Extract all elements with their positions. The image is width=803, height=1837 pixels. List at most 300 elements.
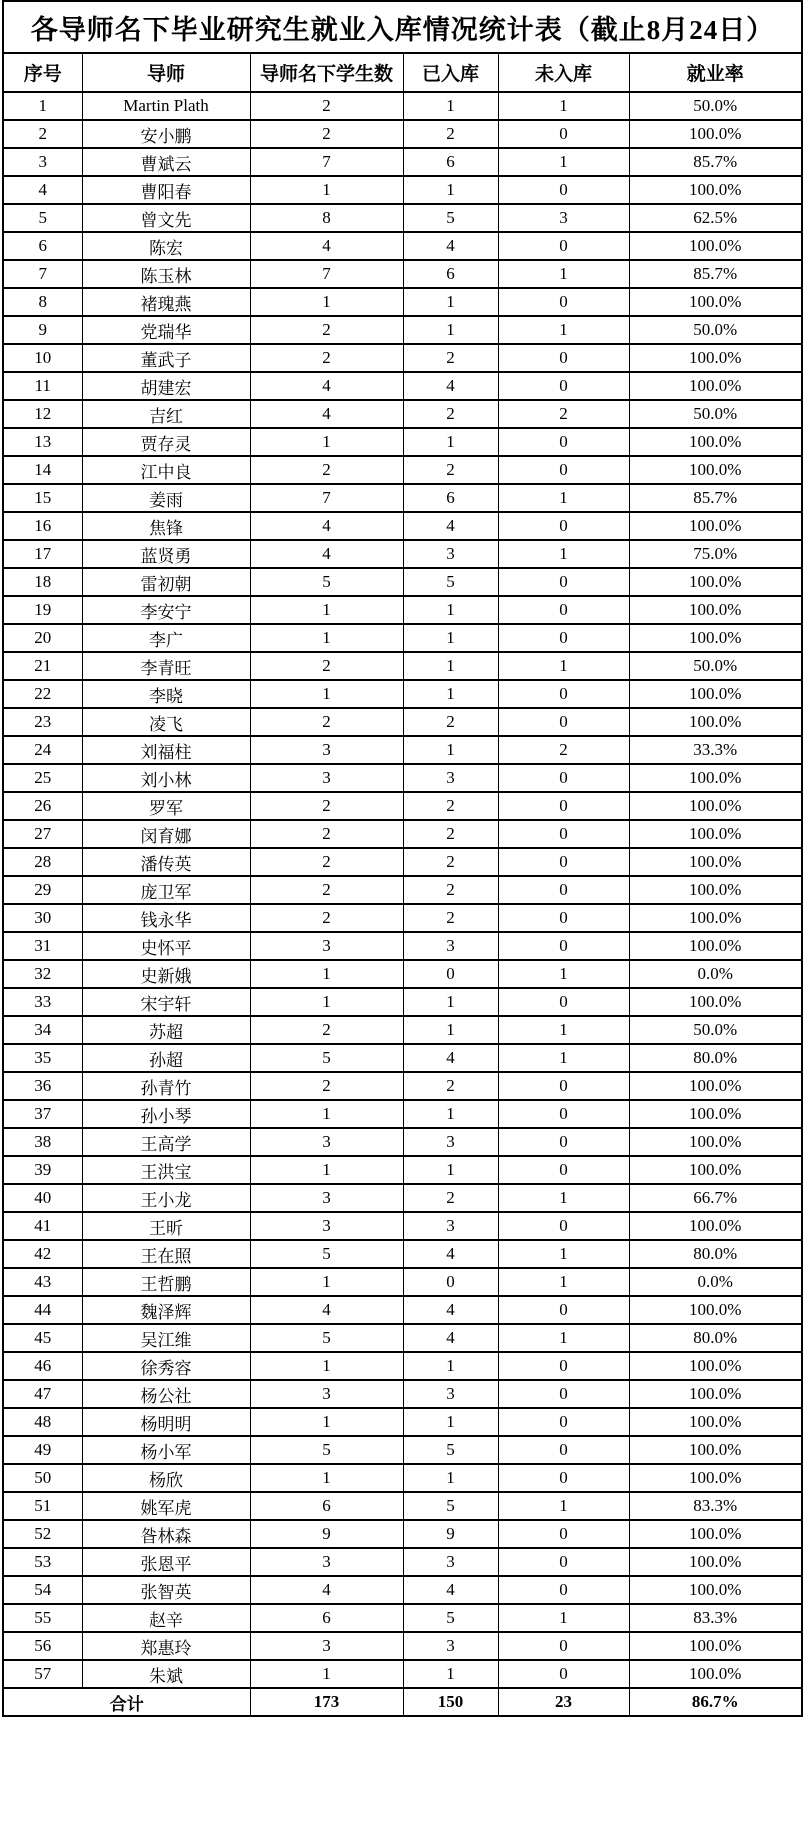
- cell-employment-rate: 100.0%: [629, 1212, 802, 1240]
- table-row: [3, 1296, 802, 1324]
- cell-index: 45: [3, 1324, 82, 1352]
- cell-not-in-database: 0: [498, 176, 629, 204]
- cell-student-count: 2: [250, 92, 403, 120]
- cell-employment-rate: 100.0%: [629, 568, 802, 596]
- cell-student-count: 1: [250, 428, 403, 456]
- cell-not-in-database: 0: [498, 1156, 629, 1184]
- table-row: [3, 400, 802, 428]
- cell-advisor: 吉红: [82, 400, 250, 428]
- table-row: [3, 1548, 802, 1576]
- cell-employment-rate: 100.0%: [629, 596, 802, 624]
- cell-employment-rate: 50.0%: [629, 92, 802, 120]
- col-header-in-database: 已入库: [403, 53, 498, 92]
- cell-index: 46: [3, 1352, 82, 1380]
- title-row: [3, 1, 802, 53]
- cell-student-count: 3: [250, 1632, 403, 1660]
- cell-index: 19: [3, 596, 82, 624]
- cell-student-count: 6: [250, 1604, 403, 1632]
- cell-employment-rate: 83.3%: [629, 1492, 802, 1520]
- cell-student-count: 1: [250, 1408, 403, 1436]
- cell-not-in-database: 0: [498, 456, 629, 484]
- cell-advisor: 雷初朝: [82, 568, 250, 596]
- cell-not-in-database: 0: [498, 988, 629, 1016]
- cell-index: 14: [3, 456, 82, 484]
- cell-in-database: 5: [403, 204, 498, 232]
- cell-index: 28: [3, 848, 82, 876]
- cell-in-database: 4: [403, 1240, 498, 1268]
- table-row: [3, 960, 802, 988]
- cell-advisor: 杨欣: [82, 1464, 250, 1492]
- cell-employment-rate: 100.0%: [629, 1436, 802, 1464]
- cell-in-database: 4: [403, 1044, 498, 1072]
- cell-employment-rate: 100.0%: [629, 232, 802, 260]
- cell-student-count: 5: [250, 1436, 403, 1464]
- cell-advisor: 张恩平: [82, 1548, 250, 1576]
- cell-student-count: 1: [250, 176, 403, 204]
- cell-student-count: 2: [250, 456, 403, 484]
- cell-in-database: 2: [403, 456, 498, 484]
- cell-employment-rate: 80.0%: [629, 1044, 802, 1072]
- cell-index: 54: [3, 1576, 82, 1604]
- cell-employment-rate: 100.0%: [629, 708, 802, 736]
- cell-index: 55: [3, 1604, 82, 1632]
- cell-in-database: 3: [403, 540, 498, 568]
- cell-employment-rate: 100.0%: [629, 932, 802, 960]
- cell-in-database: 2: [403, 876, 498, 904]
- cell-index: 21: [3, 652, 82, 680]
- table-row: [3, 1464, 802, 1492]
- cell-not-in-database: 1: [498, 1044, 629, 1072]
- cell-not-in-database: 1: [498, 1604, 629, 1632]
- cell-in-database: 1: [403, 92, 498, 120]
- cell-student-count: 1: [250, 1268, 403, 1296]
- cell-index: 24: [3, 736, 82, 764]
- table-row: [3, 1072, 802, 1100]
- table-row: [3, 736, 802, 764]
- table-row: [3, 820, 802, 848]
- cell-advisor: 杨小军: [82, 1436, 250, 1464]
- cell-not-in-database: 0: [498, 596, 629, 624]
- cell-employment-rate: 100.0%: [629, 1156, 802, 1184]
- cell-student-count: 1: [250, 988, 403, 1016]
- cell-index: 53: [3, 1548, 82, 1576]
- cell-employment-rate: 100.0%: [629, 1352, 802, 1380]
- page-title: 各导师名下毕业研究生就业入库情况统计表（截止8月24日）: [3, 1, 802, 53]
- cell-not-in-database: 0: [498, 1100, 629, 1128]
- cell-student-count: 2: [250, 120, 403, 148]
- cell-advisor: 褚瑰燕: [82, 288, 250, 316]
- cell-student-count: 3: [250, 1128, 403, 1156]
- cell-employment-rate: 85.7%: [629, 484, 802, 512]
- cell-index: 3: [3, 148, 82, 176]
- cell-in-database: 5: [403, 1604, 498, 1632]
- cell-not-in-database: 1: [498, 960, 629, 988]
- cell-employment-rate: 80.0%: [629, 1324, 802, 1352]
- cell-employment-rate: 0.0%: [629, 1268, 802, 1296]
- cell-advisor: 王在照: [82, 1240, 250, 1268]
- cell-not-in-database: 0: [498, 1408, 629, 1436]
- cell-employment-rate: 100.0%: [629, 1520, 802, 1548]
- cell-employment-rate: 100.0%: [629, 372, 802, 400]
- cell-advisor: 贾存灵: [82, 428, 250, 456]
- cell-in-database: 5: [403, 1492, 498, 1520]
- table-row: [3, 344, 802, 372]
- table-row: [3, 512, 802, 540]
- cell-student-count: 1: [250, 1464, 403, 1492]
- cell-student-count: 4: [250, 232, 403, 260]
- cell-in-database: 4: [403, 232, 498, 260]
- cell-student-count: 2: [250, 344, 403, 372]
- cell-employment-rate: 100.0%: [629, 876, 802, 904]
- cell-employment-rate: 100.0%: [629, 1576, 802, 1604]
- table-row: [3, 1156, 802, 1184]
- cell-not-in-database: 0: [498, 764, 629, 792]
- table-row: [3, 848, 802, 876]
- cell-student-count: 5: [250, 1044, 403, 1072]
- cell-student-count: 1: [250, 1660, 403, 1688]
- cell-not-in-database: 0: [498, 1632, 629, 1660]
- cell-student-count: 6: [250, 1492, 403, 1520]
- cell-employment-rate: 50.0%: [629, 316, 802, 344]
- table-row: [3, 708, 802, 736]
- cell-employment-rate: 0.0%: [629, 960, 802, 988]
- cell-advisor: 郑惠玲: [82, 1632, 250, 1660]
- cell-not-in-database: 1: [498, 148, 629, 176]
- cell-student-count: 5: [250, 1324, 403, 1352]
- table-row: [3, 260, 802, 288]
- cell-student-count: 4: [250, 1576, 403, 1604]
- table-row: [3, 1016, 802, 1044]
- cell-in-database: 2: [403, 400, 498, 428]
- table-row: [3, 316, 802, 344]
- cell-student-count: 3: [250, 764, 403, 792]
- cell-not-in-database: 0: [498, 932, 629, 960]
- cell-advisor: 史新娥: [82, 960, 250, 988]
- cell-in-database: 1: [403, 316, 498, 344]
- cell-in-database: 4: [403, 1576, 498, 1604]
- cell-employment-rate: 100.0%: [629, 680, 802, 708]
- cell-employment-rate: 100.0%: [629, 820, 802, 848]
- cell-advisor: 徐秀容: [82, 1352, 250, 1380]
- table-row: [3, 792, 802, 820]
- cell-advisor: 杨公社: [82, 1380, 250, 1408]
- cell-not-in-database: 0: [498, 1548, 629, 1576]
- table-row: [3, 1212, 802, 1240]
- cell-index: 5: [3, 204, 82, 232]
- cell-student-count: 2: [250, 848, 403, 876]
- cell-advisor: 昝林森: [82, 1520, 250, 1548]
- cell-employment-rate: 100.0%: [629, 1380, 802, 1408]
- cell-not-in-database: 1: [498, 1016, 629, 1044]
- cell-employment-rate: 100.0%: [629, 1128, 802, 1156]
- cell-index: 33: [3, 988, 82, 1016]
- cell-index: 23: [3, 708, 82, 736]
- table-row: [3, 1436, 802, 1464]
- cell-advisor: 宋宇轩: [82, 988, 250, 1016]
- cell-student-count: 1: [250, 624, 403, 652]
- cell-advisor: 张智英: [82, 1576, 250, 1604]
- cell-in-database: 1: [403, 1352, 498, 1380]
- cell-not-in-database: 1: [498, 260, 629, 288]
- table-row: [3, 540, 802, 568]
- cell-advisor: 王小龙: [82, 1184, 250, 1212]
- col-header-not-in-database: 未入库: [498, 53, 629, 92]
- cell-not-in-database: 0: [498, 848, 629, 876]
- cell-not-in-database: 0: [498, 372, 629, 400]
- cell-index: 4: [3, 176, 82, 204]
- table-row: [3, 1520, 802, 1548]
- cell-index: 6: [3, 232, 82, 260]
- cell-advisor: 曹阳春: [82, 176, 250, 204]
- cell-in-database: 2: [403, 1072, 498, 1100]
- table-row: [3, 1632, 802, 1660]
- total-in-database: 150: [403, 1688, 498, 1716]
- cell-not-in-database: 0: [498, 1212, 629, 1240]
- cell-not-in-database: 1: [498, 1268, 629, 1296]
- cell-not-in-database: 0: [498, 1464, 629, 1492]
- cell-advisor: 朱斌: [82, 1660, 250, 1688]
- cell-not-in-database: 0: [498, 568, 629, 596]
- cell-advisor: 陈宏: [82, 232, 250, 260]
- cell-index: 37: [3, 1100, 82, 1128]
- cell-employment-rate: 100.0%: [629, 988, 802, 1016]
- cell-employment-rate: 85.7%: [629, 260, 802, 288]
- cell-employment-rate: 100.0%: [629, 624, 802, 652]
- table-row: [3, 176, 802, 204]
- cell-not-in-database: 0: [498, 1380, 629, 1408]
- cell-index: 44: [3, 1296, 82, 1324]
- cell-index: 26: [3, 792, 82, 820]
- total-employment-rate: 86.7%: [629, 1688, 802, 1716]
- cell-student-count: 7: [250, 260, 403, 288]
- cell-advisor: 王哲鹏: [82, 1268, 250, 1296]
- cell-student-count: 3: [250, 1184, 403, 1212]
- cell-in-database: 3: [403, 1212, 498, 1240]
- cell-index: 17: [3, 540, 82, 568]
- cell-index: 18: [3, 568, 82, 596]
- cell-in-database: 1: [403, 1100, 498, 1128]
- cell-advisor: 钱永华: [82, 904, 250, 932]
- table-row: [3, 1324, 802, 1352]
- cell-employment-rate: 83.3%: [629, 1604, 802, 1632]
- cell-index: 50: [3, 1464, 82, 1492]
- cell-not-in-database: 1: [498, 540, 629, 568]
- cell-advisor: 闵育娜: [82, 820, 250, 848]
- cell-not-in-database: 0: [498, 792, 629, 820]
- cell-student-count: 1: [250, 1156, 403, 1184]
- cell-index: 49: [3, 1436, 82, 1464]
- cell-student-count: 2: [250, 792, 403, 820]
- table-row: [3, 372, 802, 400]
- table-row: [3, 876, 802, 904]
- cell-advisor: 庞卫军: [82, 876, 250, 904]
- cell-employment-rate: 100.0%: [629, 1072, 802, 1100]
- cell-index: 31: [3, 932, 82, 960]
- cell-employment-rate: 100.0%: [629, 764, 802, 792]
- cell-advisor: 王洪宝: [82, 1156, 250, 1184]
- cell-employment-rate: 100.0%: [629, 428, 802, 456]
- table-row: [3, 1268, 802, 1296]
- cell-index: 38: [3, 1128, 82, 1156]
- cell-student-count: 3: [250, 1548, 403, 1576]
- cell-in-database: 1: [403, 596, 498, 624]
- cell-student-count: 2: [250, 820, 403, 848]
- cell-index: 13: [3, 428, 82, 456]
- cell-not-in-database: 1: [498, 1492, 629, 1520]
- cell-not-in-database: 1: [498, 92, 629, 120]
- cell-student-count: 3: [250, 1212, 403, 1240]
- cell-employment-rate: 100.0%: [629, 1100, 802, 1128]
- cell-advisor: 孙青竹: [82, 1072, 250, 1100]
- cell-not-in-database: 0: [498, 232, 629, 260]
- col-header-student-count: 导师名下学生数: [250, 53, 403, 92]
- cell-in-database: 5: [403, 1436, 498, 1464]
- cell-not-in-database: 0: [498, 624, 629, 652]
- cell-in-database: 0: [403, 960, 498, 988]
- table-row: [3, 680, 802, 708]
- table-row: [3, 484, 802, 512]
- cell-not-in-database: 0: [498, 1072, 629, 1100]
- cell-index: 42: [3, 1240, 82, 1268]
- cell-index: 51: [3, 1492, 82, 1520]
- cell-not-in-database: 0: [498, 1352, 629, 1380]
- cell-advisor: 李广: [82, 624, 250, 652]
- cell-not-in-database: 0: [498, 680, 629, 708]
- cell-student-count: 2: [250, 1016, 403, 1044]
- cell-advisor: 焦锋: [82, 512, 250, 540]
- cell-advisor: 曹斌云: [82, 148, 250, 176]
- cell-advisor: 罗军: [82, 792, 250, 820]
- cell-index: 57: [3, 1660, 82, 1688]
- cell-student-count: 4: [250, 540, 403, 568]
- cell-student-count: 3: [250, 1380, 403, 1408]
- cell-index: 15: [3, 484, 82, 512]
- statistics-table: [2, 0, 803, 1717]
- cell-advisor: 李晓: [82, 680, 250, 708]
- cell-not-in-database: 0: [498, 876, 629, 904]
- cell-index: 34: [3, 1016, 82, 1044]
- cell-not-in-database: 2: [498, 400, 629, 428]
- cell-in-database: 9: [403, 1520, 498, 1548]
- cell-student-count: 2: [250, 316, 403, 344]
- cell-index: 40: [3, 1184, 82, 1212]
- cell-student-count: 2: [250, 652, 403, 680]
- cell-index: 48: [3, 1408, 82, 1436]
- cell-in-database: 1: [403, 1408, 498, 1436]
- cell-not-in-database: 2: [498, 736, 629, 764]
- table-row: [3, 624, 802, 652]
- col-header-advisor: 导师: [82, 53, 250, 92]
- cell-advisor: 魏泽辉: [82, 1296, 250, 1324]
- cell-advisor: 凌飞: [82, 708, 250, 736]
- cell-in-database: 4: [403, 1296, 498, 1324]
- cell-in-database: 3: [403, 1380, 498, 1408]
- cell-not-in-database: 0: [498, 512, 629, 540]
- cell-index: 32: [3, 960, 82, 988]
- cell-index: 47: [3, 1380, 82, 1408]
- cell-employment-rate: 75.0%: [629, 540, 802, 568]
- cell-in-database: 1: [403, 652, 498, 680]
- table-row: [3, 764, 802, 792]
- cell-advisor: 王高学: [82, 1128, 250, 1156]
- cell-index: 10: [3, 344, 82, 372]
- cell-student-count: 2: [250, 708, 403, 736]
- cell-advisor: 赵辛: [82, 1604, 250, 1632]
- cell-advisor: 陈玉林: [82, 260, 250, 288]
- cell-advisor: 潘传英: [82, 848, 250, 876]
- table-row: [3, 1408, 802, 1436]
- cell-employment-rate: 100.0%: [629, 1660, 802, 1688]
- cell-student-count: 1: [250, 680, 403, 708]
- cell-in-database: 2: [403, 708, 498, 736]
- table-row: [3, 596, 802, 624]
- cell-advisor: 胡建宏: [82, 372, 250, 400]
- cell-not-in-database: 0: [498, 1576, 629, 1604]
- cell-employment-rate: 100.0%: [629, 848, 802, 876]
- column-header-row: [3, 53, 802, 92]
- cell-employment-rate: 85.7%: [629, 148, 802, 176]
- cell-student-count: 4: [250, 512, 403, 540]
- cell-in-database: 1: [403, 988, 498, 1016]
- cell-advisor: 史怀平: [82, 932, 250, 960]
- cell-employment-rate: 100.0%: [629, 288, 802, 316]
- cell-student-count: 8: [250, 204, 403, 232]
- cell-student-count: 1: [250, 960, 403, 988]
- cell-student-count: 7: [250, 148, 403, 176]
- cell-not-in-database: 0: [498, 120, 629, 148]
- cell-in-database: 3: [403, 1548, 498, 1576]
- cell-in-database: 1: [403, 1660, 498, 1688]
- cell-in-database: 1: [403, 288, 498, 316]
- col-header-employment-rate: 就业率: [629, 53, 802, 92]
- cell-student-count: 3: [250, 736, 403, 764]
- cell-not-in-database: 1: [498, 1240, 629, 1268]
- cell-index: 56: [3, 1632, 82, 1660]
- cell-student-count: 4: [250, 1296, 403, 1324]
- cell-not-in-database: 3: [498, 204, 629, 232]
- cell-employment-rate: 100.0%: [629, 1548, 802, 1576]
- cell-employment-rate: 100.0%: [629, 456, 802, 484]
- cell-in-database: 6: [403, 148, 498, 176]
- cell-in-database: 2: [403, 820, 498, 848]
- cell-index: 30: [3, 904, 82, 932]
- cell-student-count: 5: [250, 1240, 403, 1268]
- cell-not-in-database: 0: [498, 1436, 629, 1464]
- cell-in-database: 1: [403, 1464, 498, 1492]
- cell-advisor: 刘小林: [82, 764, 250, 792]
- cell-in-database: 4: [403, 512, 498, 540]
- cell-in-database: 2: [403, 120, 498, 148]
- cell-student-count: 5: [250, 568, 403, 596]
- cell-advisor: 党瑞华: [82, 316, 250, 344]
- cell-in-database: 1: [403, 624, 498, 652]
- cell-in-database: 3: [403, 1128, 498, 1156]
- cell-student-count: 1: [250, 1352, 403, 1380]
- total-not-in-database: 23: [498, 1688, 629, 1716]
- table-row: [3, 1660, 802, 1688]
- cell-student-count: 1: [250, 288, 403, 316]
- cell-advisor: 孙超: [82, 1044, 250, 1072]
- table-row: [3, 1128, 802, 1156]
- cell-not-in-database: 1: [498, 316, 629, 344]
- cell-student-count: 7: [250, 484, 403, 512]
- cell-employment-rate: 62.5%: [629, 204, 802, 232]
- table-row: [3, 232, 802, 260]
- table-row: [3, 932, 802, 960]
- cell-index: 36: [3, 1072, 82, 1100]
- cell-employment-rate: 50.0%: [629, 400, 802, 428]
- cell-employment-rate: 66.7%: [629, 1184, 802, 1212]
